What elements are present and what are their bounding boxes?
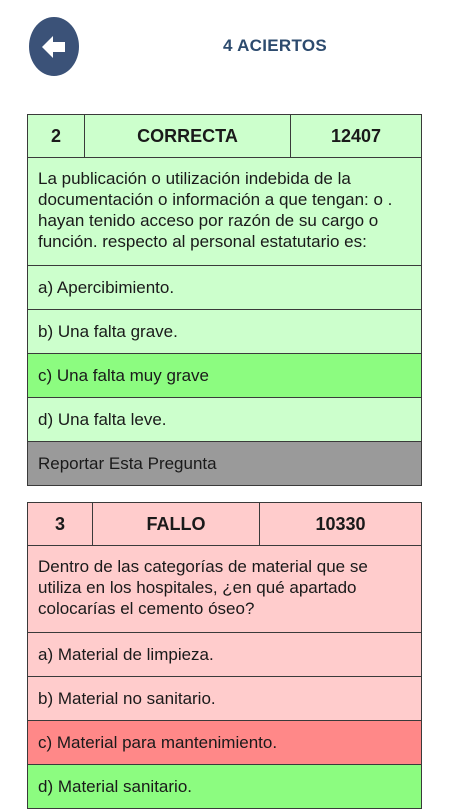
- result-status: CORRECTA: [85, 115, 291, 157]
- option-d[interactable]: d) Una falta leve.: [27, 398, 422, 442]
- option-b[interactable]: b) Una falta grave.: [27, 310, 422, 354]
- question-code: 10330: [315, 513, 366, 534]
- question-number: 3: [28, 503, 93, 545]
- question-number: 2: [28, 115, 85, 157]
- question-code: 12407: [330, 125, 382, 146]
- result-status: FALLO: [93, 503, 260, 545]
- option-a[interactable]: a) Apercibimiento.: [27, 266, 422, 310]
- option-d-correct[interactable]: d) Material sanitario.: [27, 765, 422, 809]
- arrow-left-icon: [39, 32, 69, 62]
- card-header: [27, 114, 422, 158]
- question-card-fail: [27, 502, 422, 809]
- question-text: Dentro de las categorías de material que se utiliza en los hospitales, ¿en qué apartado colocarías el cemento óseo?: [27, 546, 422, 633]
- card-header: [27, 502, 422, 546]
- score-title: 4 ACIERTOS: [222, 36, 328, 55]
- question-card-correct: [27, 114, 422, 486]
- back-button[interactable]: [29, 17, 79, 76]
- option-a[interactable]: a) Material de limpieza.: [27, 633, 422, 677]
- option-c-correct[interactable]: c) Una falta muy grave: [27, 354, 422, 398]
- option-c-selected-wrong[interactable]: c) Material para mantenimiento.: [27, 721, 422, 765]
- question-text: La publicación o utilización indebida de la documentación o información a que tengan: o . hayan tenido acceso por razón de su cargo o función. respecto al personal estatutario es:: [27, 158, 422, 266]
- report-question-button[interactable]: Reportar Esta Pregunta: [27, 442, 422, 486]
- option-b[interactable]: b) Material no sanitario.: [27, 677, 422, 721]
